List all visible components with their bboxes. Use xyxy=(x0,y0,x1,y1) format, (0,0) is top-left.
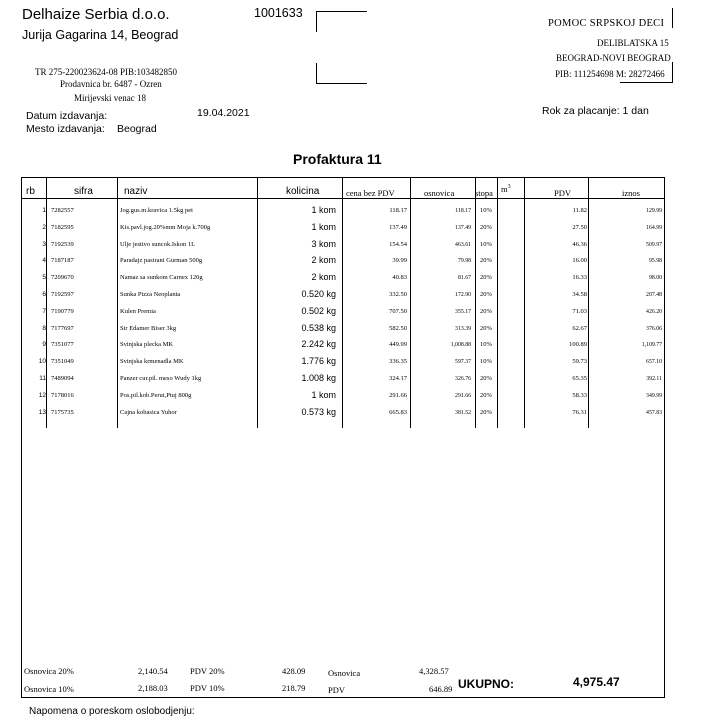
row-iznos: 164.99 xyxy=(646,224,662,231)
row-number: 10 xyxy=(38,358,46,366)
col-header-osnovica: osnovica xyxy=(424,188,455,198)
row-kolicina: 0.520 kg xyxy=(301,289,336,299)
seller-name: Delhaize Serbia d.o.o. xyxy=(22,6,170,23)
pdv-20-value: 428.09 xyxy=(282,666,306,676)
table-row xyxy=(22,239,664,256)
pdv-total-value: 646.89 xyxy=(429,684,453,694)
row-cena: 40.83 xyxy=(392,274,407,282)
row-number: 9 xyxy=(42,341,46,349)
issue-place-label: Mesto izdavanja: xyxy=(26,123,105,135)
row-naziv: Cajna kobasica Yuhor xyxy=(120,408,177,416)
row-cena: 665.83 xyxy=(389,408,407,416)
row-naziv: Sir Edamer Biser 3kg xyxy=(120,324,177,332)
row-osnovica: 118.17 xyxy=(455,208,471,214)
row-cena: 332.50 xyxy=(389,291,407,298)
seller-store: Prodavnica br. 6487 - Ozren xyxy=(60,79,162,89)
buyer-city: BEOGRAD-NOVI BEOGRAD xyxy=(556,53,671,63)
address-window-bracket-top xyxy=(316,11,367,32)
row-osnovica: 597.37 xyxy=(455,359,471,366)
row-stopa: 20% xyxy=(480,408,492,416)
row-iznos: 657.10 xyxy=(646,359,662,366)
row-stopa: 10% xyxy=(480,358,492,366)
row-kolicina: 1 kom xyxy=(311,389,336,400)
buyer-ids: PIB: 111254698 M: 28272466 xyxy=(555,69,665,79)
table-row xyxy=(22,255,664,272)
row-osnovica: 81.67 xyxy=(457,275,471,282)
osnovica-20-label: Osnovica 20% xyxy=(24,666,74,676)
row-iznos: 129.99 xyxy=(646,208,662,214)
row-iznos: 457.83 xyxy=(646,409,662,416)
table-row xyxy=(22,222,664,239)
row-iznos: 426.20 xyxy=(646,308,662,315)
row-osnovica: 79.98 xyxy=(457,258,471,265)
row-pdv: 11.82 xyxy=(572,207,587,214)
row-number: 2 xyxy=(42,223,46,231)
row-osnovica: 1,008.88 xyxy=(450,342,471,349)
row-sifra: 7351077 xyxy=(51,341,74,349)
row-naziv: Sunka Pizza Neoplanta xyxy=(120,291,181,298)
row-kolicina: 0.538 kg xyxy=(301,322,336,333)
row-naziv: Pos.pil.kob.Perut,Ptuj 800g xyxy=(120,391,192,399)
row-pdv: 46.36 xyxy=(572,240,587,248)
row-kolicina: 1 kom xyxy=(311,221,336,232)
row-cena: 154.54 xyxy=(389,240,407,248)
col-header-sifra: sifra xyxy=(74,186,93,197)
row-pdv: 65.35 xyxy=(572,375,587,382)
row-number: 4 xyxy=(42,257,46,265)
row-osnovica: 137.49 xyxy=(455,224,471,231)
osnovica-total-label: Osnovica xyxy=(328,668,361,678)
row-naziv: Paradajz pasirani Gurman 500g xyxy=(120,257,203,265)
ukupno-value: 4,975.47 xyxy=(573,675,620,689)
col-header-stopa: stopa xyxy=(475,188,493,198)
row-naziv: Jog.gus.m.kravica 1.5kg pet xyxy=(120,207,193,214)
row-number: 12 xyxy=(38,391,46,399)
row-number: 1 xyxy=(42,207,46,214)
buyer-name: POMOC SRPSKOJ DECI xyxy=(548,18,665,29)
row-naziv: Panzer cur.pil. meso Wudy 1kg xyxy=(120,375,202,382)
row-number: 8 xyxy=(42,324,46,332)
issue-place: Beograd xyxy=(117,123,157,135)
row-sifra: 7351049 xyxy=(51,358,74,366)
seller-street: Mirijevski venac 18 xyxy=(74,93,146,103)
row-sifra: 7178016 xyxy=(51,391,74,399)
row-naziv: Kulen Premia xyxy=(120,307,156,315)
row-kolicina: 1 kom xyxy=(311,205,336,215)
issue-date: 19.04.2021 xyxy=(197,107,250,119)
seller-address: Jurija Gagarina 14, Beograd xyxy=(22,28,179,42)
row-cena: 324.17 xyxy=(389,375,407,382)
row-stopa: 20% xyxy=(480,274,492,282)
row-iznos: 349.99 xyxy=(646,392,662,399)
row-iznos: 98.00 xyxy=(648,275,662,282)
row-iznos: 392.11 xyxy=(646,376,662,382)
row-naziv: Kis.pavl.jog.20%mm Moja k.700g xyxy=(120,223,211,231)
row-pdv: 76.31 xyxy=(572,408,587,416)
osnovica-10-value: 2,188.03 xyxy=(138,683,168,693)
row-pdv: 59.73 xyxy=(572,358,587,366)
row-naziv: Ulje jestivo suncok.Iskon 1L xyxy=(120,240,196,248)
row-stopa: 20% xyxy=(480,291,492,298)
seller-account: TR 275-220023624-08 PIB:103482850 xyxy=(35,67,178,77)
row-iznos: 207.48 xyxy=(646,292,662,298)
row-iznos: 95.98 xyxy=(648,258,662,265)
row-kolicina: 0.573 kg xyxy=(301,406,336,417)
row-osnovica: 313.39 xyxy=(455,325,471,332)
col-header-naziv: naziv xyxy=(124,186,148,197)
buyer-bracket-top xyxy=(668,8,673,28)
row-stopa: 20% xyxy=(480,324,492,332)
buyer-bracket-bottom xyxy=(620,62,673,83)
address-window-bracket-bottom xyxy=(316,63,367,84)
pdv-20-label: PDV 20% xyxy=(190,666,225,676)
ukupno-label: UKUPNO: xyxy=(458,677,514,691)
table-row xyxy=(22,373,664,390)
row-stopa: 10% xyxy=(480,240,492,248)
row-number: 7 xyxy=(42,307,46,315)
table-row xyxy=(22,339,664,356)
row-number: 6 xyxy=(42,291,46,298)
row-cena: 336.35 xyxy=(389,358,407,366)
row-naziv: Namaz sa sunkom Carnex 120g xyxy=(120,274,203,282)
row-cena: 707.50 xyxy=(389,307,407,315)
row-sifra: 7282557 xyxy=(51,207,74,214)
pdv-10-label: PDV 10% xyxy=(190,683,225,693)
header-divider xyxy=(22,198,664,199)
row-stopa: 20% xyxy=(480,375,492,382)
row-sifra: 7187187 xyxy=(51,257,74,265)
row-cena: 449.99 xyxy=(389,341,407,349)
row-kolicina: 1.776 kg xyxy=(301,356,336,367)
col-header-cena: cena bez PDV xyxy=(346,188,395,198)
row-pdv: 58.33 xyxy=(572,391,587,399)
row-sifra: 7489094 xyxy=(51,375,74,382)
row-naziv: Svinjska plecka MK xyxy=(120,341,174,349)
row-kolicina: 0.502 kg xyxy=(301,305,336,316)
row-pdv: 16.00 xyxy=(572,257,587,265)
row-osnovica: 291.66 xyxy=(455,392,471,399)
document-title: Profaktura 11 xyxy=(293,151,382,167)
osnovica-10-label: Osnovica 10% xyxy=(24,684,74,694)
row-cena: 291.66 xyxy=(389,391,407,399)
row-stopa: 10% xyxy=(480,207,492,214)
table-row xyxy=(22,323,664,340)
table-row xyxy=(22,356,664,373)
table-row xyxy=(22,205,664,222)
row-stopa: 20% xyxy=(480,307,492,315)
table-row xyxy=(22,272,664,289)
table-row xyxy=(22,407,664,424)
row-sifra: 7192597 xyxy=(51,291,74,298)
row-naziv: Svinjska krmenadla MK xyxy=(120,358,184,366)
table-row xyxy=(22,390,664,407)
row-pdv: 62.67 xyxy=(572,324,587,332)
row-kolicina: 1.008 kg xyxy=(301,373,336,383)
row-osnovica: 326.76 xyxy=(455,376,471,382)
row-cena: 118.17 xyxy=(389,207,407,214)
row-sifra: 7175735 xyxy=(51,408,74,416)
row-stopa: 20% xyxy=(480,391,492,399)
row-kolicina: 3 kom xyxy=(311,238,336,249)
row-osnovica: 381.52 xyxy=(455,409,471,416)
row-sifra: 7190779 xyxy=(51,307,74,315)
col-header-iznos: iznos xyxy=(622,188,640,198)
buyer-street: DELIBLATSKA 15 xyxy=(597,38,669,48)
row-cena: 137.49 xyxy=(389,223,407,231)
row-cena: 582.50 xyxy=(389,324,407,332)
row-iznos: 509.97 xyxy=(646,241,662,248)
col-header-kolicina: kolicina xyxy=(286,186,320,197)
row-iznos: 376.06 xyxy=(646,325,662,332)
tax-exemption-note: Napomena o poreskom oslobodjenju: xyxy=(29,706,195,717)
row-sifra: 7192539 xyxy=(51,240,74,248)
row-pdv: 34.58 xyxy=(572,291,587,298)
pdv-total-label: PDV xyxy=(328,685,346,695)
col-header-pdv: PDV xyxy=(554,188,572,198)
row-number: 3 xyxy=(42,240,46,248)
table-row xyxy=(22,289,664,306)
row-sifra: 7209670 xyxy=(51,274,74,282)
row-osnovica: 463.61 xyxy=(455,241,471,248)
row-pdv: 71.03 xyxy=(572,307,587,315)
row-stopa: 20% xyxy=(480,257,492,265)
osnovica-total-value: 4,328.57 xyxy=(419,666,449,676)
issue-date-label: Datum izdavanja: xyxy=(26,110,108,122)
row-stopa: 20% xyxy=(480,223,492,231)
row-stopa: 10% xyxy=(480,341,492,349)
col-header-rb: rb xyxy=(26,186,35,197)
items-table xyxy=(21,177,665,698)
row-kolicina: 2 kom xyxy=(311,255,336,266)
row-iznos: 1,109.77 xyxy=(641,342,662,349)
pdv-10-value: 218.79 xyxy=(282,683,306,693)
table-row xyxy=(22,306,664,323)
row-pdv: 27.50 xyxy=(572,223,587,231)
row-number: 11 xyxy=(39,375,46,382)
row-pdv: 100.89 xyxy=(569,341,587,349)
payment-term: Rok za placanje: 1 dan xyxy=(542,105,649,117)
document-number: 1001633 xyxy=(254,6,303,20)
row-osnovica: 172.90 xyxy=(455,292,471,298)
row-cena: 39.99 xyxy=(392,257,407,265)
col-header-jm: $m^3$ xyxy=(501,184,511,194)
row-kolicina: 2 kom xyxy=(311,272,336,283)
row-pdv: 16.33 xyxy=(572,274,587,282)
row-number: 13 xyxy=(38,408,46,416)
osnovica-20-value: 2,140.54 xyxy=(138,666,168,676)
row-number: 5 xyxy=(42,274,46,282)
row-kolicina: 2.242 kg xyxy=(301,339,336,350)
row-osnovica: 355.17 xyxy=(455,308,471,315)
row-sifra: 7182595 xyxy=(51,223,74,231)
row-sifra: 7177697 xyxy=(51,324,74,332)
